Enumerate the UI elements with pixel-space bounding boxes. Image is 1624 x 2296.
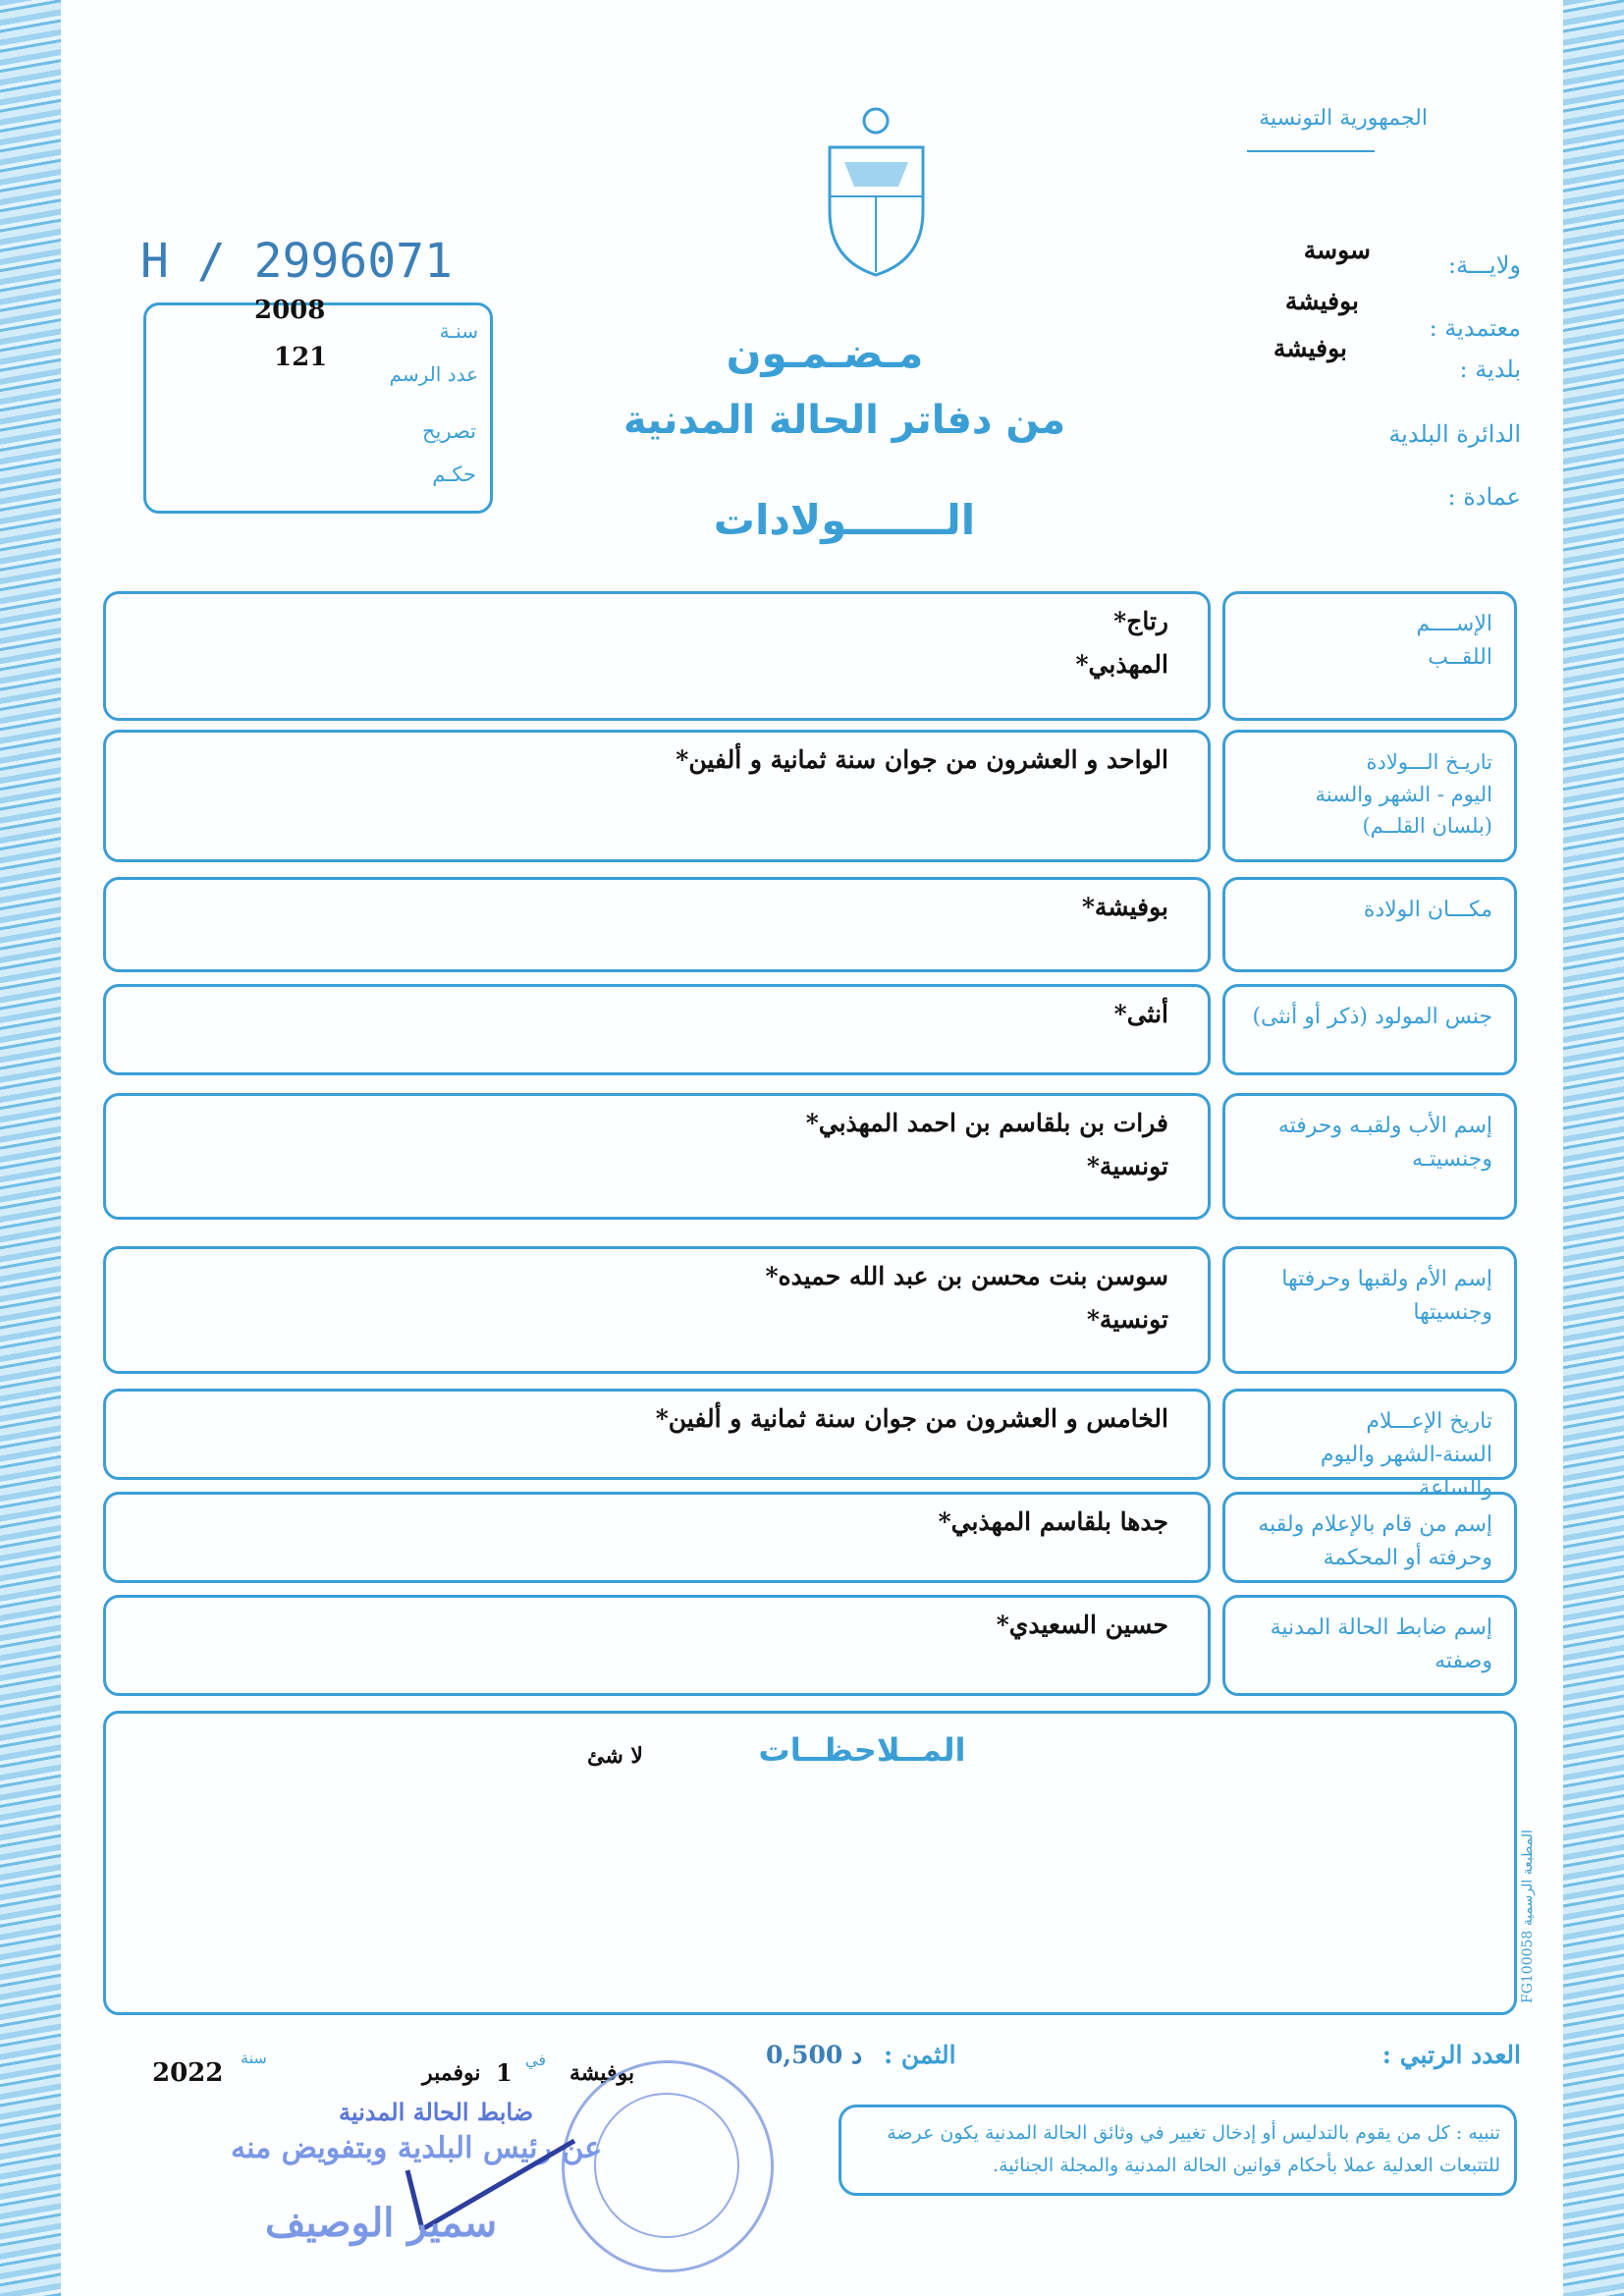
row-label: إسم من قام بالإعلام ولقبه: [1258, 1512, 1492, 1537]
date-year: 2022: [152, 2058, 224, 2088]
row-value-box: [103, 1595, 1211, 1696]
row-labels: [1225, 594, 1514, 718]
record-number-label: عدد الرسم: [389, 362, 478, 386]
wilaya-value: سوسة: [1303, 236, 1371, 264]
row-labels: [1225, 987, 1514, 1072]
delegation-value: بوفيشة: [1284, 287, 1359, 315]
row-value: المهذبي*: [1075, 649, 1168, 679]
row-label: وجنسيتها: [1413, 1300, 1492, 1326]
municipality-label: بلدية :: [1459, 355, 1521, 383]
row-label-box: [1222, 730, 1517, 862]
row-values: [765, 1255, 1168, 1341]
republic-header: الجمهورية التونسية: [1259, 106, 1428, 131]
row-value: أنثى*: [1113, 1000, 1168, 1028]
row-value-box: [103, 1389, 1211, 1480]
municipal-stamp: [562, 2060, 774, 2272]
row-value-box: [103, 1246, 1211, 1374]
row-value-box: [103, 1492, 1211, 1583]
row-labels: [1225, 1392, 1514, 1502]
row-value: سوسن بنت محسن بن عبد الله حميده*: [765, 1262, 1168, 1290]
price-label: الثمن :: [884, 2041, 956, 2069]
row-values: [939, 1501, 1168, 1544]
date-in: في: [525, 2050, 546, 2069]
row-value-box: [103, 877, 1211, 972]
row-label: جنس المولود (ذكر أو أنثى): [1252, 1005, 1492, 1029]
row-value-box: [103, 730, 1211, 862]
record-number: 121: [274, 343, 328, 372]
row-values: [656, 1397, 1168, 1441]
row-value-box: [103, 984, 1211, 1075]
row-label-box: [1222, 877, 1517, 972]
row-value-box: [103, 1093, 1211, 1220]
row-labels: [1225, 1096, 1514, 1217]
row-label: وصفته: [1435, 1649, 1492, 1674]
row-label: مكـــان الولادة: [1363, 898, 1492, 922]
row-label-box: [1222, 1389, 1517, 1502]
imada-label: عمادة :: [1447, 483, 1521, 511]
row-labels: [1225, 1598, 1514, 1693]
registers-title: من دفاتر الحالة المدنية: [623, 398, 1066, 443]
municipality-value: بوفيشة: [1272, 334, 1347, 362]
date-month: نوفمبر: [422, 2060, 481, 2086]
row-values: [806, 1102, 1168, 1188]
row-label-box: [1222, 1595, 1517, 1696]
row-values: [1114, 993, 1168, 1036]
row-value-box: [103, 591, 1211, 721]
row-label: الإســــم: [1416, 612, 1492, 636]
remarks-box: [103, 1711, 1517, 2015]
remarks-title: المــلاحظــات: [758, 1731, 966, 1769]
row-label-box: [1222, 1093, 1517, 1220]
left-guilloche-border: [0, 0, 61, 2296]
row-label: إسم الأب ولقبـه وحرفته: [1277, 1114, 1492, 1138]
extract-title: مـضـمـون: [726, 329, 924, 377]
row-value: تونسية*: [1086, 1304, 1168, 1334]
row-label: وحرفته أو المحكمة: [1323, 1546, 1492, 1571]
date-place: بوفيشة: [569, 2060, 635, 2086]
row-labels: [1225, 1249, 1514, 1371]
printer-mark: المطبعة الرسمية FG100058: [1520, 1830, 1536, 2003]
row-label-box: [1222, 1246, 1517, 1374]
row-label-box: [1222, 1492, 1517, 1583]
row-label: اللقــب: [1428, 645, 1492, 671]
row-label: اليوم - الشهر والسنة: [1315, 782, 1492, 806]
row-value: فرات بن بلقاسم بن احمد المهذبي*: [805, 1109, 1168, 1137]
serial-number: H / 2996071: [140, 234, 453, 289]
record-year: 2008: [254, 296, 326, 325]
judgment-label: حكـم: [432, 463, 476, 486]
district-label: الدائرة البلدية: [1388, 420, 1521, 448]
row-value: حسين السعيدي*: [996, 1611, 1168, 1639]
record-year-label: سنـة: [439, 319, 478, 343]
delegation-stamp: عن رئيس البلدية وبتفويض منه: [231, 2131, 603, 2165]
delegation-label: معتمدية :: [1429, 314, 1521, 342]
row-label: وجنسيتـه: [1411, 1147, 1492, 1173]
signatory-name: سمير الوصيف: [265, 2200, 498, 2246]
row-label: (بلسان القلــم): [1362, 814, 1492, 839]
warning-box: [839, 2105, 1517, 2196]
header-divider: [1247, 150, 1375, 152]
row-values: [997, 1604, 1168, 1647]
row-label-box: [1222, 591, 1517, 721]
row-value: جدها بلقاسم المهذبي*: [938, 1507, 1168, 1536]
row-values: [1075, 600, 1168, 686]
row-value: الواحد و العشرون من جوان سنة ثمانية و ألفين*: [676, 745, 1168, 774]
row-labels: [1225, 880, 1514, 969]
row-label: إسم ضابط الحالة المدنية: [1270, 1615, 1492, 1640]
wilaya-label: ولايـــة:: [1447, 251, 1521, 279]
row-value: بوفيشة*: [1081, 893, 1168, 921]
remarks-value: لا شئ: [587, 1743, 643, 1769]
date-day: 1: [496, 2058, 513, 2087]
officer-title: ضابط الحالة المدنية: [339, 2098, 534, 2126]
row-values: [676, 738, 1168, 782]
births-title: الـــــــولادات: [713, 496, 976, 544]
price-value: 0,500 د: [766, 2041, 863, 2069]
date-year-label: سنة: [241, 2049, 267, 2067]
row-label: تاريـخ الـــولادة: [1366, 750, 1492, 774]
row-value: تونسية*: [1086, 1151, 1168, 1180]
row-label-box: [1222, 984, 1517, 1075]
row-labels: [1225, 733, 1514, 859]
record-box: [143, 296, 493, 514]
row-label: تاريخ الإعـــلام: [1366, 1409, 1492, 1434]
right-guilloche-border: [1563, 0, 1624, 2296]
warning-text: تنبيه : كل من يقوم بالتدليس أو إدخال تغيير في وثائق الحالة المدنية يكون عرضة للتتبعات العدلية عملا بأحكام قوانين الحالة المدنية والمجلة الجنائية.: [887, 2122, 1500, 2177]
row-values: [1082, 886, 1168, 929]
serial-label: العدد الرتبي :: [1381, 2041, 1521, 2069]
row-label: السنة-الشهر واليوم والساعة: [1320, 1443, 1492, 1502]
tunisia-coat-of-arms-icon: [820, 103, 933, 280]
declaration-label: تصريح: [421, 419, 476, 443]
row-value: رتاج*: [1113, 607, 1168, 635]
row-labels: [1225, 1495, 1514, 1580]
row-value: الخامس و العشرون من جوان سنة ثمانية و ألفين*: [655, 1404, 1168, 1433]
row-label: إسم الأم ولقبها وحرفتها: [1281, 1267, 1492, 1291]
